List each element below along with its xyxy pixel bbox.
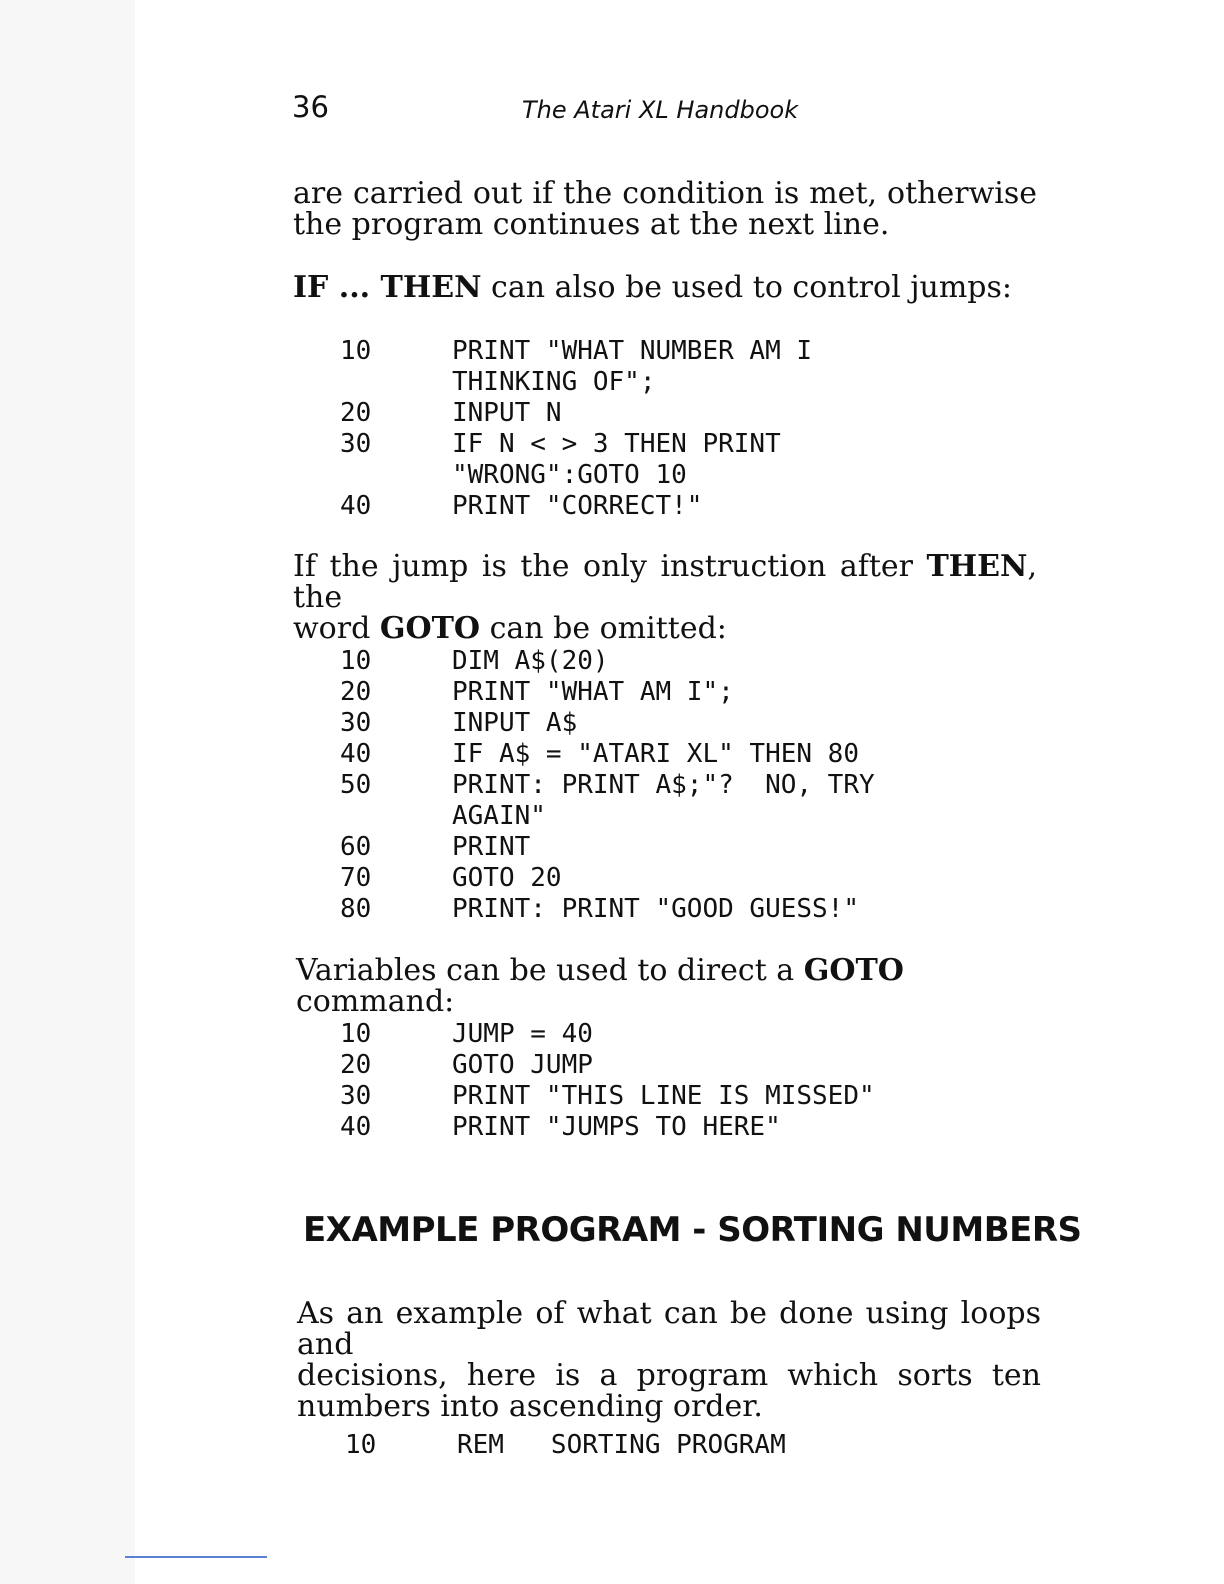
code-line	[340, 894, 875, 925]
paragraph-text: command:	[296, 984, 455, 1019]
paragraph-line: are carried out if the condition is met, otherwise	[293, 176, 1037, 211]
code-line	[340, 429, 812, 460]
paragraph-line: the program continues at the next line.	[293, 207, 890, 242]
paragraph-text: If the jump is the only instruction after	[293, 549, 927, 584]
section-heading: EXAMPLE PROGRAM - SORTING NUMBERS	[303, 1210, 1082, 1250]
line-number: 80	[340, 894, 372, 924]
code-line	[340, 1112, 875, 1143]
line-number: 70	[340, 863, 372, 893]
page-header	[292, 90, 1052, 130]
line-number	[340, 460, 452, 491]
paragraph-line	[293, 613, 1037, 644]
code-line	[340, 1050, 875, 1081]
code-line	[340, 708, 875, 739]
code-statement: GOTO JUMP	[452, 1050, 593, 1080]
paragraph-condition	[293, 178, 1037, 240]
code-line	[340, 460, 812, 491]
line-number: 40	[340, 739, 372, 769]
keyword-then: THEN	[926, 549, 1028, 584]
paragraph-if-then	[293, 272, 1037, 303]
code-line	[340, 1081, 875, 1112]
code-statement: PRINT "WHAT NUMBER AM I	[452, 336, 813, 366]
code-statement: REM SORTING PROGRAM	[457, 1430, 786, 1460]
code-listing-3	[340, 1019, 875, 1143]
line-number: 30	[340, 1081, 372, 1111]
code-line	[340, 336, 812, 367]
code-line	[340, 398, 812, 429]
bottom-rule	[125, 1556, 267, 1558]
code-statement: "WRONG":GOTO 10	[452, 460, 687, 490]
paragraph-line: As an example of what can be done using loops and	[297, 1296, 1041, 1362]
line-number: 10	[340, 1019, 372, 1049]
code-statement: INPUT A$	[452, 708, 578, 738]
line-number: 20	[340, 398, 372, 428]
code-statement: JUMP = 40	[452, 1019, 593, 1049]
code-statement: PRINT	[452, 832, 531, 862]
paragraph-goto-omitted	[293, 551, 1037, 644]
paragraph-text: can be omitted:	[480, 611, 727, 646]
page-margin-shade	[0, 0, 135, 1584]
paragraph-line: decisions, here is a program which sorts ten	[297, 1358, 1041, 1393]
code-listing-2	[340, 646, 875, 925]
paragraph-text: Variables can be used to direct a	[296, 953, 804, 988]
code-line	[340, 739, 875, 770]
code-statement: PRINT: PRINT "GOOD GUESS!"	[452, 894, 859, 924]
keyword-goto: GOTO	[379, 611, 481, 646]
line-number: 40	[340, 1112, 372, 1142]
paragraph-variables-goto	[296, 955, 1040, 1017]
line-number	[340, 801, 452, 832]
code-line	[340, 677, 875, 708]
line-number: 10	[340, 646, 372, 676]
line-number: 10	[345, 1430, 377, 1460]
paragraph-line: numbers into ascending order.	[297, 1389, 763, 1424]
line-number: 20	[340, 677, 372, 707]
code-line	[340, 801, 875, 832]
code-statement: DIM A$(20)	[452, 646, 609, 676]
keyword-goto: GOTO	[803, 953, 904, 988]
code-line	[340, 770, 875, 801]
keyword-if-then: IF ... THEN	[293, 270, 482, 305]
line-number	[340, 367, 452, 398]
paragraph-text: can also be used to control jumps:	[481, 270, 1012, 305]
paragraph-text: word	[293, 611, 380, 646]
code-listing-4	[345, 1430, 786, 1461]
code-line	[345, 1430, 786, 1461]
code-line	[340, 646, 875, 677]
line-number: 40	[340, 491, 372, 521]
code-statement: IF A$ = "ATARI XL" THEN 80	[452, 739, 859, 769]
paragraph-text: , the	[293, 549, 1037, 615]
line-number: 10	[340, 336, 372, 366]
code-statement: INPUT N	[452, 398, 562, 428]
code-line	[340, 863, 875, 894]
code-statement: IF N < > 3 THEN PRINT	[452, 429, 781, 459]
line-number: 20	[340, 1050, 372, 1080]
page-number: 36	[292, 90, 329, 124]
code-statement: GOTO 20	[452, 863, 562, 893]
line-number: 60	[340, 832, 372, 862]
code-statement: PRINT "THIS LINE IS MISSED"	[452, 1081, 875, 1111]
code-line	[340, 367, 812, 398]
paragraph-sort-intro	[297, 1298, 1041, 1422]
code-statement: THINKING OF";	[452, 367, 656, 397]
code-listing-1	[340, 336, 812, 522]
line-number: 30	[340, 429, 372, 459]
code-statement: PRINT "WHAT AM I";	[452, 677, 734, 707]
code-statement: AGAIN"	[452, 801, 546, 831]
code-line	[340, 1019, 875, 1050]
code-statement: PRINT "CORRECT!"	[452, 491, 703, 521]
line-number: 30	[340, 708, 372, 738]
code-line	[340, 832, 875, 863]
code-statement: PRINT "JUMPS TO HERE"	[452, 1112, 781, 1142]
running-title: The Atari XL Handbook	[522, 96, 799, 124]
code-statement: PRINT: PRINT A$;"? NO, TRY	[452, 770, 875, 800]
line-number: 50	[340, 770, 372, 800]
paragraph-line	[293, 551, 1037, 613]
code-line	[340, 491, 812, 522]
